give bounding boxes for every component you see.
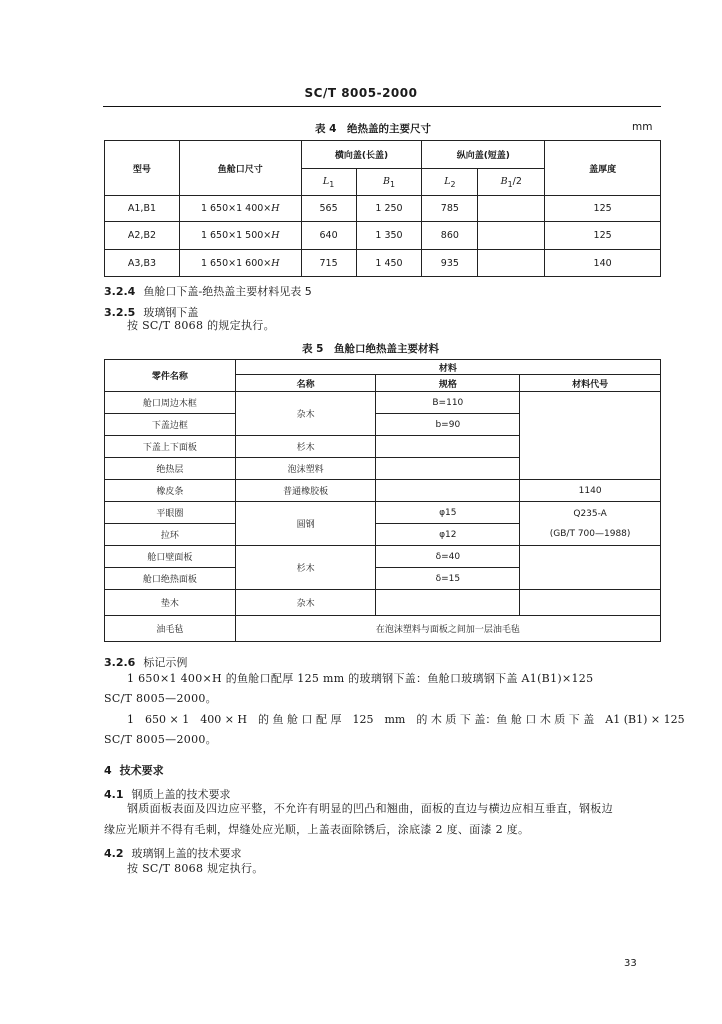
page-number: 33 [624, 958, 637, 969]
table-row: 绝热层 泡沫塑料 [105, 458, 661, 480]
para-3-2-6b-cont: SC/T 8005—2000。 [104, 733, 217, 746]
table-row: 平眼圈 圆钢 φ15 Q235-A (GB/T 700—1988) [105, 502, 661, 524]
table-row: A1,B1 1 650×1 400×H 565 1 250 785 125 [105, 196, 661, 222]
header-rule [103, 106, 661, 107]
th-thickness: 盖厚度 [545, 141, 661, 196]
th-hatch: 鱼舱口尺寸 [179, 141, 301, 196]
table5-caption: 表 5 鱼舱口绝热盖主要材料 [302, 343, 439, 355]
table-row: 舱口绝热面板 δ=15 [105, 568, 661, 590]
section-4: 4 技术要求 [104, 764, 164, 777]
para-4-1a: 钢质面板表面及四边应平整，不允许有明显的凹凸和翘曲，面板的直边与横边应相互垂直，钢板边 [127, 802, 613, 815]
table-row: A3,B3 1 650×1 600×H 715 1 450 935 140 [105, 250, 661, 277]
th-spec: 规格 [376, 375, 520, 392]
th-l2: $L_2$ [422, 169, 478, 196]
th-type: 型号 [105, 141, 180, 196]
table-row: 下盖边框 b=90 [105, 414, 661, 436]
para-4-2: 按 SC/T 8068 规定执行。 [127, 862, 264, 875]
table5 [104, 359, 661, 642]
table-row: 下盖上下面板 杉木 [105, 436, 661, 458]
section-4-2: 4.2 玻璃钢上盖的技术要求 [104, 847, 242, 860]
table-row: 橡皮条 普通橡胶板 1140 [105, 480, 661, 502]
th-code: 材料代号 [520, 375, 661, 392]
table-row: 垫木 杂木 [105, 590, 661, 616]
para-3-2-6a: 1 650×1 400×H 的鱼舱口配厚 125 mm 的玻璃钢下盖：鱼舱口玻璃钢下盖 A1(B1)×125 [127, 672, 594, 685]
table4-caption: 表 4 绝热盖的主要尺寸 [315, 123, 431, 135]
table-row: 拉环 φ12 [105, 524, 661, 546]
th-part: 零件名称 [105, 360, 236, 392]
table-row: 油毛毡 在泡沫塑料与面板之间加一层油毛毡 [105, 616, 661, 642]
table-row: A2,B2 1 650×1 500×H 640 1 350 860 125 [105, 222, 661, 250]
table-row: 舱口周边木框 杂木 B=110 [105, 392, 661, 414]
para-3-2-6a-cont: SC/T 8005—2000。 [104, 692, 217, 705]
para-3-2-6b: 1 650 × 1 400 × H 的 鱼 舱 口 配 厚 125 mm 的 木 质 下 盖：鱼 舱 口 木 质 下 盖 A1 (B1) × 125 [127, 713, 685, 726]
th-longitudinal: 纵向盖(短盖) [422, 141, 545, 169]
table4-unit: mm [632, 121, 653, 133]
para-3-2-5: 按 SC/T 8068 的规定执行。 [127, 319, 275, 332]
th-transverse: 横向盖(长盖) [301, 141, 422, 169]
section-3-2-4: 3.2.4 鱼舱口下盖-绝热盖主要材料见表 5 [104, 285, 312, 298]
section-3-2-6: 3.2.6 标记示例 [104, 656, 188, 669]
para-4-1b: 缘应光顺并不得有毛刺，焊缝处应光顺，上盖表面除锈后，涂底漆 2 度、面漆 2 度。 [104, 823, 530, 836]
table-row: 舱口壁面板 杉木 δ=40 [105, 546, 661, 568]
section-4-1: 4.1 钢质上盖的技术要求 [104, 788, 231, 801]
th-b1: $B_1$ [356, 169, 422, 196]
th-name: 名称 [235, 375, 376, 392]
page-header: SC/T 8005-2000 [304, 86, 418, 100]
th-l1: $L_1$ [301, 169, 356, 196]
th-b1half: $B_1/2$ [478, 169, 545, 196]
table4 [104, 140, 661, 277]
section-3-2-5: 3.2.5 玻璃钢下盖 [104, 306, 199, 319]
th-material: 材料 [235, 360, 660, 375]
